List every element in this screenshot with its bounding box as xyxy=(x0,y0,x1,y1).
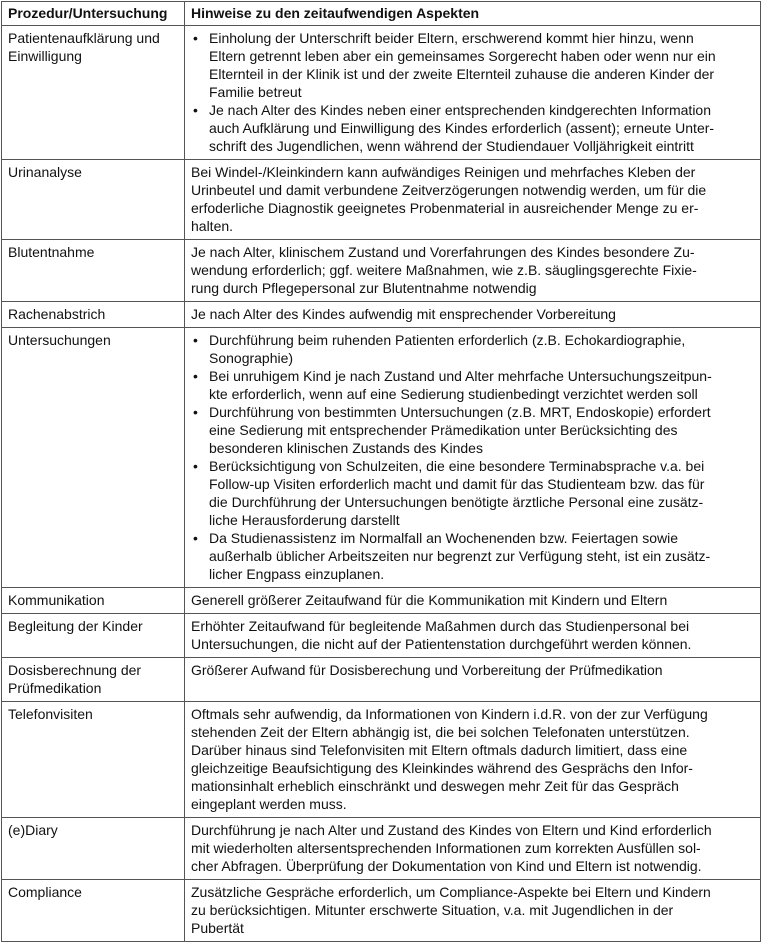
notes-cell xyxy=(185,614,761,658)
procedure-label-line: Begleitung der Kinder xyxy=(8,618,143,634)
notes-text-line: Darüber hinaus sind Telefonvisiten mit Eltern oftmals dadurch limitiert, dass eine xyxy=(191,742,688,758)
procedure-label-line: Rachenabstrich xyxy=(8,306,106,322)
procedure-label-line: Kommunikation xyxy=(8,592,105,608)
bullet-text-line: • Durchführung beim ruhenden Patienten erforderlich (z.B. Echokardiographie, xyxy=(209,332,686,348)
procedure-cell xyxy=(2,702,185,818)
procedure-label-line: Telefonvisiten xyxy=(8,706,93,722)
table-row xyxy=(2,588,761,614)
notes-text-line: halten. xyxy=(191,218,234,234)
table-row xyxy=(2,302,761,328)
notes-cell xyxy=(185,880,761,942)
notes-text-line: zu berücksichtigen. Mitunter erschwerte Situation, v.a. mit Jugendlichen in der xyxy=(191,902,674,918)
procedure-cell xyxy=(2,588,185,614)
procedure-cell xyxy=(2,26,185,160)
bullet-text-line: besonderen klinischen Zustands des Kindes xyxy=(209,440,483,456)
table-row xyxy=(2,702,761,818)
notes-cell xyxy=(185,818,761,880)
bullet-item xyxy=(191,331,754,367)
procedure-cell xyxy=(2,818,185,880)
bullet-text-line: Eltern getrennt leben aber ein gemeinsames Sorgerecht haben oder wenn nur ein xyxy=(209,48,716,64)
bullet-item xyxy=(191,101,754,155)
notes-text-line: mationsinhalt erheblich einschränkt und deswegen mehr Zeit für das Gespräch xyxy=(191,778,679,794)
notes-text-line: Durchführung je nach Alter und Zustand des Kindes von Eltern und Kind erforderlich xyxy=(191,822,712,838)
procedures-table xyxy=(1,1,761,942)
header-procedure: Prozedur/Untersuchung xyxy=(2,2,185,26)
procedure-cell xyxy=(2,240,185,302)
procedure-label-line: Blutentnahme xyxy=(8,244,95,260)
procedure-cell xyxy=(2,658,185,702)
table-body xyxy=(2,26,761,942)
header-notes: Hinweise zu den zeitaufwendigen Aspekten xyxy=(185,2,761,26)
bullet-text-line: • Durchführung von bestimmten Untersuchungen (z.B. MRT, Endoskopie) erfordert xyxy=(209,404,711,420)
notes-bullet-list xyxy=(191,29,754,155)
bullet-text-line: Follow-up Visiten erforderlich macht und damit für das Studienteam bzw. das für xyxy=(209,476,705,492)
notes-bullet-list xyxy=(191,331,754,583)
procedure-label-line: Einwilligung xyxy=(8,48,82,64)
bullet-text-line: licher Engpass einzuplanen. xyxy=(209,566,385,582)
notes-cell xyxy=(185,240,761,302)
notes-cell xyxy=(185,702,761,818)
procedure-label-line: (e)Diary xyxy=(8,822,58,838)
procedure-cell xyxy=(2,614,185,658)
bullet-item xyxy=(191,457,754,529)
notes-cell xyxy=(185,302,761,328)
notes-cell xyxy=(185,328,761,588)
notes-cell xyxy=(185,588,761,614)
bullet-item xyxy=(191,529,754,583)
bullet-text-line: liche Herausforderung darstellt xyxy=(209,512,400,528)
procedure-label-line: Dosisberechnung der xyxy=(8,662,142,678)
notes-text-line: Erhöhter Zeitaufwand für begleitende Maßahmen durch das Studienpersonal bei xyxy=(191,618,690,634)
bullet-text-line: auch Aufklärung und Einwilligung des Kindes erforderlich (assent); erneute Unter- xyxy=(209,120,715,136)
bullet-item xyxy=(191,29,754,101)
procedure-cell xyxy=(2,302,185,328)
bullet-text-line: Sonographie) xyxy=(209,350,294,366)
procedure-label-line: Untersuchungen xyxy=(8,332,111,348)
notes-text-line: rung durch Pflegepersonal zur Blutentnahme notwendig xyxy=(191,280,537,296)
notes-text-line: Oftmals sehr aufwendig, da Informationen von Kindern i.d.R. von der zur Verfügung xyxy=(191,706,708,722)
notes-text-line: cher Abfragen. Überprüfung der Dokumentation von Kind und Eltern ist notwendig. xyxy=(191,858,702,874)
notes-text-line: Je nach Alter des Kindes aufwendig mit ensprechender Vorbereitung xyxy=(191,306,616,322)
bullet-text-line: • Berücksichtigung von Schulzeiten, die eine besondere Terminabsprache v.a. bei xyxy=(209,458,705,474)
bullet-text-line: • Je nach Alter des Kindes neben einer entsprechenden kindgerechten Information xyxy=(209,102,712,118)
bullet-text-line: Elternteil in der Klinik ist und der zweite Elternteil zuhause die anderen Kinder der xyxy=(209,66,715,82)
bullet-text-line: außerhalb üblicher Arbeitszeiten nur begrenzt zur Verfügung steht, ist ein zusätz- xyxy=(209,548,711,564)
procedure-label-line: Patientenaufklärung und xyxy=(8,30,160,46)
table-row xyxy=(2,658,761,702)
notes-text-line: Untersuchungen, die nicht auf der Patientenstation durchgeführt werden können. xyxy=(191,636,692,652)
procedure-label-line: Prüfmedikation xyxy=(8,680,102,696)
notes-cell xyxy=(185,26,761,160)
notes-text-line: gleichzeitige Beaufsichtigung des Kleinkindes während des Gesprächs den Infor- xyxy=(191,760,693,776)
notes-text-line: Je nach Alter, klinischem Zustand und Vorerfahrungen des Kindes besondere Zu- xyxy=(191,244,695,260)
bullet-text-line: schrift des Jugendlichen, wenn während der Studiendauer Volljährigkeit eintritt xyxy=(209,138,694,154)
table-row xyxy=(2,328,761,588)
notes-text-line: Urinbeutel und damit verbundene Zeitverzögerungen notwendig werden, um für die xyxy=(191,182,707,198)
table-row xyxy=(2,240,761,302)
procedure-label-line: Compliance xyxy=(8,884,82,900)
notes-text-line: mit wiederholten altersentsprechenden Informationen zum korrekten Ausfüllen sol- xyxy=(191,840,701,856)
procedure-cell xyxy=(2,160,185,240)
bullet-text-line: die Durchführung der Untersuchungen benötigte ärztliche Personal eine zusätz- xyxy=(209,494,704,510)
table-row xyxy=(2,880,761,942)
bullet-text-line: kte erforderlich, wenn auf eine Sedierung studienbedingt verzichtet werden soll xyxy=(209,386,698,402)
notes-text-line: Größerer Aufwand für Dosisberechung und Vorbereitung der Prüfmedikation xyxy=(191,662,663,678)
notes-text-line: stehenden Zeit der Eltern abhängig ist, die bei solchen Telefonaten unterstützen. xyxy=(191,724,690,740)
notes-text-line: wendung erforderlich; ggf. weitere Maßnahmen, wie z.B. säuglingsgerechte Fixie- xyxy=(191,262,697,278)
notes-text-line: Bei Windel-/Kleinkindern kann aufwändiges Reinigen und mehrfaches Kleben der xyxy=(191,164,696,180)
notes-cell xyxy=(185,160,761,240)
procedure-label-line: Urinanalyse xyxy=(8,164,82,180)
notes-text-line: eingeplant werden muss. xyxy=(191,796,347,812)
bullet-item xyxy=(191,403,754,457)
notes-text-line: Zusätzliche Gespräche erforderlich, um Compliance-Aspekte bei Eltern und Kindern xyxy=(191,884,711,900)
bullet-text-line: eine Sedierung mit entsprechender Prämedikation unter Berücksichting des xyxy=(209,422,678,438)
bullet-text-line: • Einholung der Unterschrift beider Eltern, erschwerend kommt hier hinzu, wenn xyxy=(209,30,694,46)
table-row xyxy=(2,818,761,880)
notes-cell xyxy=(185,658,761,702)
procedure-cell xyxy=(2,880,185,942)
bullet-text-line: • Bei unruhigem Kind je nach Zustand und Alter mehrfache Untersuchungszeitpun- xyxy=(209,368,712,384)
bullet-text-line: • Da Studienassistenz im Normalfall an Wochenenden bzw. Feiertagen sowie xyxy=(209,530,678,546)
header-row xyxy=(2,2,761,26)
table-row xyxy=(2,614,761,658)
bullet-item xyxy=(191,367,754,403)
notes-text-line: Pubertät xyxy=(191,920,244,936)
notes-text-line: Generell größerer Zeitaufwand für die Kommunikation mit Kindern und Eltern xyxy=(191,592,668,608)
procedure-cell xyxy=(2,328,185,588)
notes-text-line: erfoderliche Diagnostik geeignetes Probenmaterial in ausreichender Menge zu er- xyxy=(191,200,699,216)
table-row xyxy=(2,26,761,160)
table-row xyxy=(2,160,761,240)
bullet-text-line: Familie betreut xyxy=(209,84,302,100)
